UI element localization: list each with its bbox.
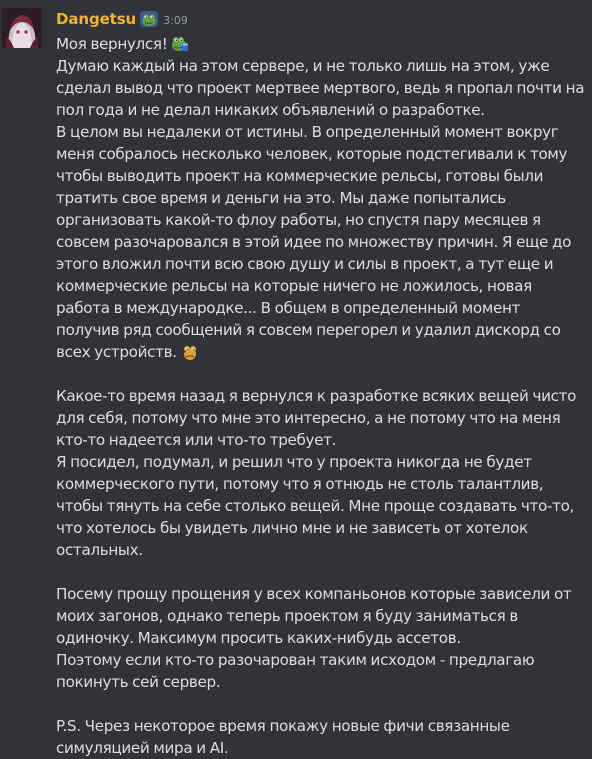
frog-emoji-icon[interactable] (140, 10, 158, 28)
message-line: Посему прощу прощения у всех компаньонов которые зависели от моих загонов, однако теперь проектом я буду заниматься в одиночку. Максимум просить каких-нибудь ассетов. (56, 585, 572, 647)
message-text: Моя вернулся! (56, 35, 168, 53)
message-timestamp[interactable]: 3:09 (163, 13, 188, 27)
message-line (56, 121, 586, 363)
message-line (56, 33, 586, 55)
message-line: Думаю каждый на этом сервере, и не только лишь на этом, уже сделал вывод что проект мертвее мертвого, ведь я пропал почти на пол года и не делал никаких объявлений о разработке. (56, 57, 585, 119)
message-header (56, 9, 188, 29)
pepe-drinking-emoji-icon[interactable] (170, 33, 190, 53)
message-line: Какое-то время назад я вернулся к разработке всяких вещей чисто для себя, потому что мне это интересно, а не потому что на меня кто-то надеется или что-то требует. (56, 387, 577, 449)
avatar[interactable] (2, 8, 42, 48)
username[interactable]: Dangetsu (56, 10, 137, 28)
message-text: В целом вы недалеки от истины. В определенный момент вокруг меня собралось несколько человек, которые подстегивали к тому чтобы выводить проект на коммерческие рельсы, готовы были тратить свое время и деньги на это. Мы даже попытались организовать какой-то флоу работы, но спустя пару месяцев я совсем разочаровался в этой идее по множеству причин. Я еще до этого вложил почти всю свою душу и силы в проект, а тут еще и коммерческие рельсы на которые ничего не ложилось, новая работа в международке... В общем в определенный момент получив ряд сообщений я совсем перегорел и удалил дискорд со всех устройств. (56, 123, 572, 361)
pepe-sad-emoji-icon[interactable] (180, 341, 200, 361)
spacer (56, 693, 586, 715)
message-content (56, 33, 586, 759)
spacer (56, 561, 586, 583)
spacer (56, 363, 586, 385)
message-line: Поэтому если кто-то разочарован таким исходом - предлагаю покинуть сей сервер. (56, 651, 535, 691)
message-line: Я посидел, подумал, и решил что у проекта никогда не будет коммерческого пути, потому что я отнюдь не столь талантлив, чтобы тянуть на себе столько вещей. Мне проще создавать что-то, что хотелось бы увидеть лично мне и не зависеть от хотелок остальных. (56, 453, 574, 559)
message-line: P.S. Через некоторое время покажу новые фичи связанные симуляцией мира и AI. (56, 717, 510, 757)
